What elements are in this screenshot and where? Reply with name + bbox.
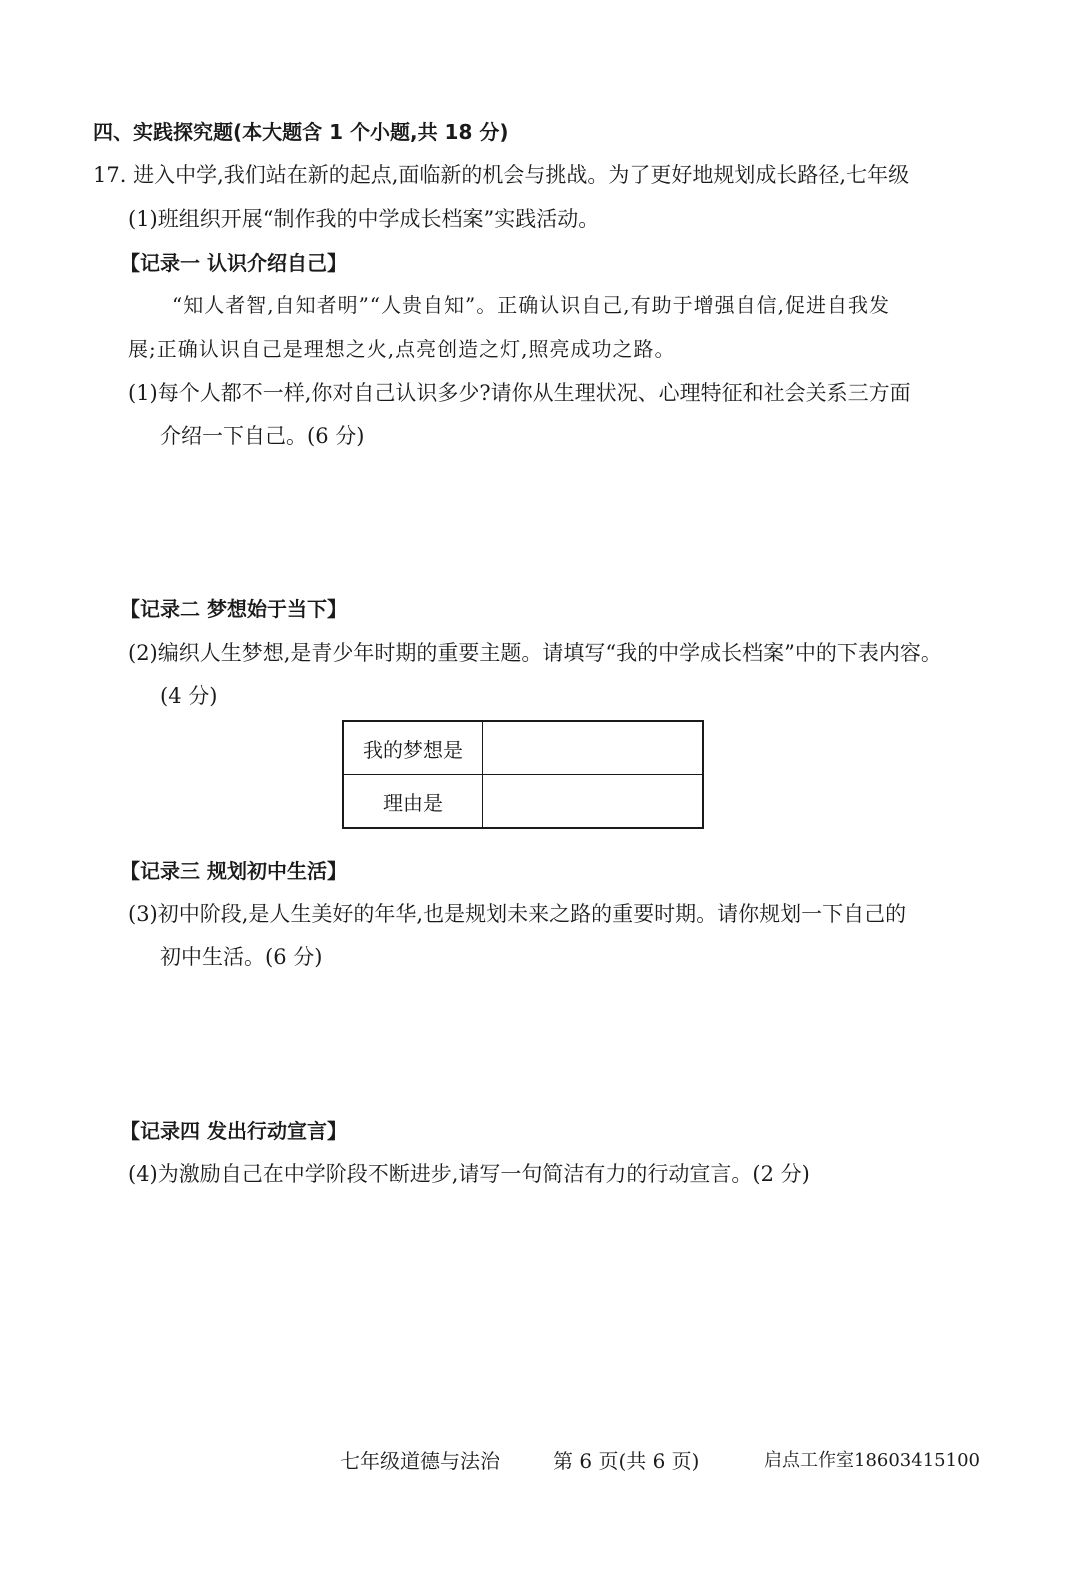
dream-table bbox=[342, 720, 704, 829]
reason-answer-cell[interactable] bbox=[483, 775, 704, 829]
section-title: 四、实践探究题(本大题含 1 个小题,共 18 分) bbox=[93, 120, 509, 144]
record3-header: 【记录三 规划初中生活】 bbox=[120, 859, 347, 883]
footer-page-number: 第 6 页(共 6 页) bbox=[553, 1449, 700, 1473]
dream-label: 我的梦想是 bbox=[343, 721, 483, 775]
reason-label: 理由是 bbox=[343, 775, 483, 829]
dream-answer-cell[interactable] bbox=[483, 721, 704, 775]
record2-question-line1: (2)编织人生梦想,是青少年时期的重要主题。请填写“我的中学成长档案”中的下表内容。 bbox=[128, 641, 942, 665]
record1-header: 【记录一 认识介绍自己】 bbox=[120, 251, 347, 275]
table-row bbox=[343, 721, 703, 775]
record1-quote-line1: “知人者智,自知者明”“人贵自知”。正确认识自己,有助于增强自信,促进自我发 bbox=[172, 293, 890, 317]
record2-question-line2: (4 分) bbox=[160, 684, 218, 708]
record1-question-line1: (1)每个人都不一样,你对自己认识多少?请你从生理状况、心理特征和社会关系三方面 bbox=[128, 381, 911, 405]
table-row bbox=[343, 775, 703, 829]
record4-question-line1: (4)为激励自己在中学阶段不断进步,请写一句简洁有力的行动宣言。(2 分) bbox=[128, 1162, 810, 1186]
record2-header: 【记录二 梦想始于当下】 bbox=[120, 597, 347, 621]
question-intro-line2: (1)班组织开展“制作我的中学成长档案”实践活动。 bbox=[128, 207, 600, 231]
record1-quote-line2: 展;正确认识自己是理想之火,点亮创造之灯,照亮成功之路。 bbox=[128, 337, 676, 361]
record4-header: 【记录四 发出行动宣言】 bbox=[120, 1119, 347, 1143]
record1-question-line2: 介绍一下自己。(6 分) bbox=[160, 424, 365, 448]
question-intro-line1: 17. 进入中学,我们站在新的起点,面临新的机会与挑战。为了更好地规划成长路径,七年级 bbox=[93, 163, 910, 187]
record3-question-line1: (3)初中阶段,是人生美好的年华,也是规划未来之路的重要时期。请你规划一下自己的 bbox=[128, 902, 907, 926]
record3-question-line2: 初中生活。(6 分) bbox=[160, 945, 323, 969]
footer-note: 启点工作室18603415100 bbox=[764, 1450, 980, 1471]
footer-subject: 七年级道德与法治 bbox=[340, 1449, 500, 1473]
